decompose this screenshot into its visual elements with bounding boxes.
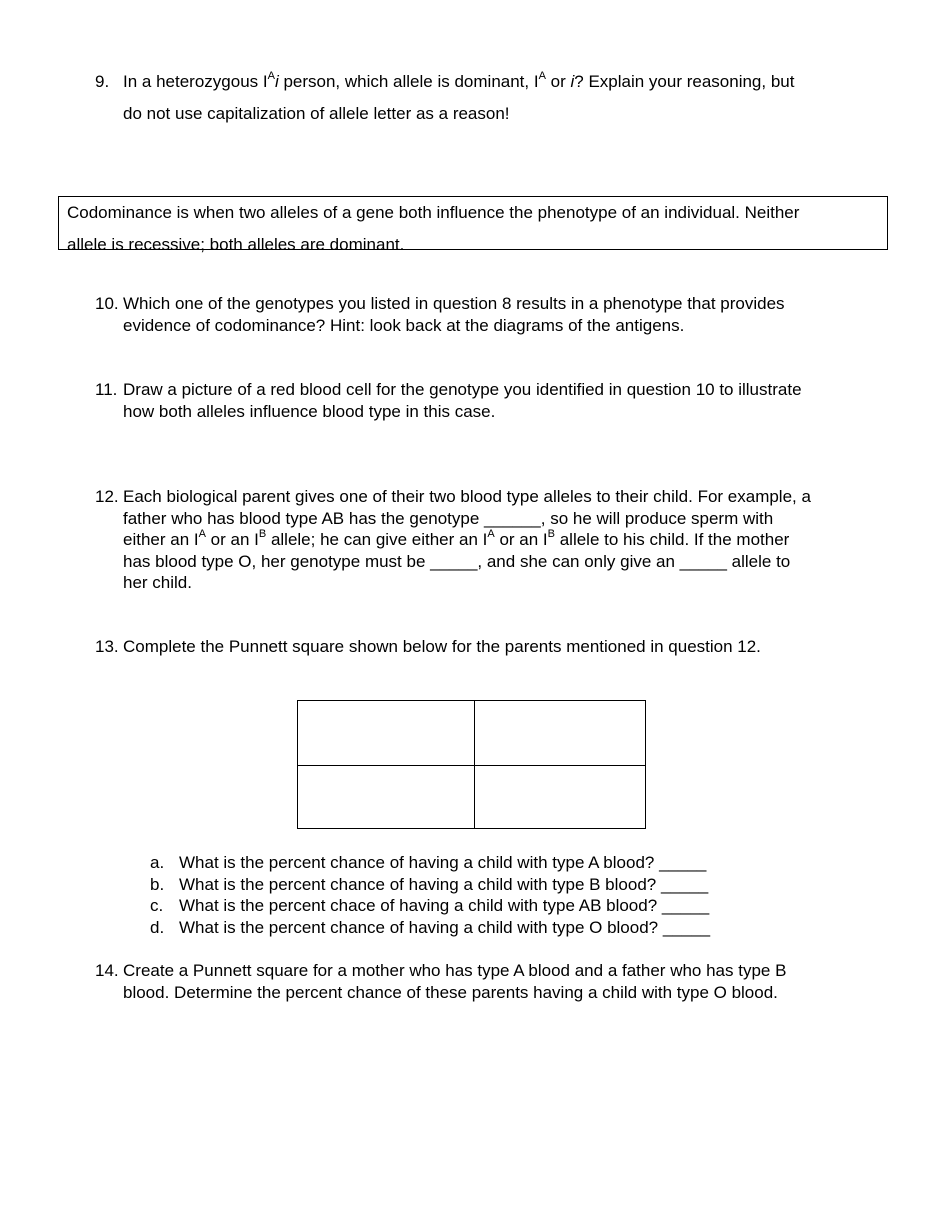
question-11 xyxy=(95,379,895,422)
punnett-square xyxy=(297,700,646,829)
definition-line: allele is recessive; both alleles are dominant. xyxy=(67,235,405,254)
question-13 xyxy=(95,636,895,658)
question-9 xyxy=(95,66,895,130)
question-number: 9. xyxy=(95,72,110,91)
punnett-cell[interactable] xyxy=(475,701,646,766)
punnett-cell[interactable] xyxy=(298,701,475,766)
question-text: Draw a picture of a red blood cell for the genotype you identified in question 10 to illustrate how both alleles influence blood type in this case. xyxy=(123,380,802,421)
question-number: 11. xyxy=(95,380,118,399)
question-text: Which one of the genotypes you listed in question 8 results in a phenotype that provides evidence of codominance? Hint: look back at the diagrams of the antigens. xyxy=(123,294,785,335)
question-10 xyxy=(95,293,895,336)
question-14 xyxy=(95,960,895,1003)
subquestion: b. What is the percent chance of having a child with type B blood? _____ xyxy=(150,874,709,894)
question-number: 14. xyxy=(95,961,119,980)
punnett-cell[interactable] xyxy=(475,766,646,829)
codominance-definition-box xyxy=(58,196,888,254)
question-number: 12. xyxy=(95,487,119,506)
subquestion: c. What is the percent chace of having a child with type AB blood? _____ xyxy=(150,896,710,915)
question-text: Create a Punnett square for a mother who has type A blood and a father who has type B blood. Determine the percent chance of these parents having a child with type O blood. xyxy=(123,961,787,1002)
definition-line: Codominance is when two alleles of a gene both influence the phenotype of an individual. Neither xyxy=(67,203,800,222)
question-text: Each biological parent gives one of their two blood type alleles to their child. For example, a father who has blood type AB has the genotype ______, so he will produce sperm with either an $I^A$ or an $I^B$ allele; he can give either an $I^A$ or an $I^B$ allele to his child. If the mother has blood type O, her genotype must be _____, and she can only give an _____ allele to her child. xyxy=(123,487,811,592)
question-12 xyxy=(95,486,895,594)
punnett-cell[interactable] xyxy=(298,766,475,829)
question-13-subquestions xyxy=(150,852,710,938)
subquestion: a. What is the percent chance of having a child with type A blood? _____ xyxy=(150,853,707,872)
question-number: 10. xyxy=(95,294,119,313)
question-number: 13. xyxy=(95,637,119,656)
question-text: In a heterozygous $I^Ai$ person, which allele is dominant, $I^A$ or i? Explain your reasoning, but do not use capitalization of allele letter as a reason! xyxy=(123,70,795,123)
question-text: Complete the Punnett square shown below for the parents mentioned in question 12. xyxy=(123,637,761,656)
subquestion: d. What is the percent chance of having a child with type O blood? _____ xyxy=(150,917,711,937)
